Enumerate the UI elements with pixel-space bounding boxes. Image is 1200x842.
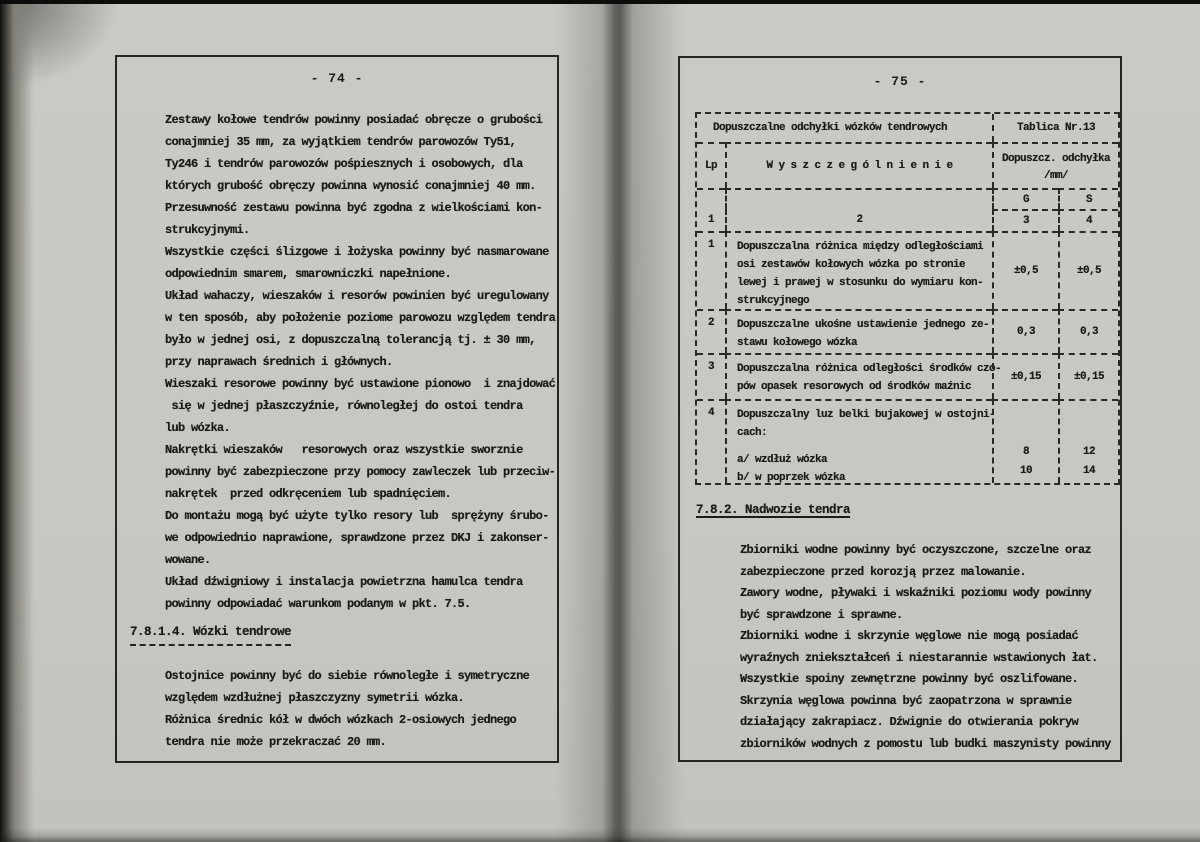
- book-gutter-shadow: [556, 0, 684, 842]
- row-value-g: [992, 399, 1058, 483]
- table-title: Dopuszczalne odchyłki wózków tendrowych: [713, 122, 948, 134]
- text-line: powinny być zabezpieczone przy pomocy zawleczek lub przeciw-: [165, 465, 556, 479]
- text-line: być sprawdzone i sprawne.: [740, 607, 903, 622]
- text-line: Zestawy kołowe tendrów powinny posiadać obręcze o grubości: [165, 113, 543, 127]
- text-line: Dopuszczalna różnica między odległościami: [737, 241, 984, 253]
- text-line: Ostojnice powinny być do siebie równoległe i symetryczne: [165, 669, 530, 683]
- scan-bottom-edge: [0, 828, 1200, 842]
- text-line: Wszystkie części ślizgowe i łożyska powinny być nasmarowane: [165, 245, 549, 259]
- text-line: wowane.: [165, 553, 211, 567]
- col-header-g: G: [992, 188, 1058, 209]
- subrow-value-g-b: 10: [1019, 465, 1032, 477]
- row-value-s: ±0,5: [1058, 231, 1118, 309]
- text-line: w ten sposób, aby położenie poziome parowozu względem tendra: [165, 311, 556, 325]
- text-line: Zbiorniki wodne powinny być oczyszczone, szczelne oraz: [740, 543, 1092, 557]
- text-line: zbiorników wodnych z pomostu lub budki maszynisty powinny: [740, 736, 1111, 751]
- subrow-label-a: a/ wzdłuż wózka: [737, 454, 828, 466]
- text-line: lewej i prawej w stosunku do wymiaru kon-: [737, 277, 984, 289]
- row-value-s: [1058, 399, 1118, 483]
- subrow-value-s-b: 14: [1082, 465, 1095, 477]
- text-line: Dopuszczalna różnica odległości środków czo-: [737, 363, 1002, 375]
- text-line: Zbiorniki wodne i skrzynie węglowe nie mogą posiadać: [740, 629, 1079, 643]
- page-number: - 74 -: [310, 71, 364, 86]
- text-line: stawu kołowego wózka: [737, 337, 858, 349]
- text-line: się w jednej płaszczyźnie, równoległej do ostoi tendra: [165, 399, 523, 413]
- text-line: pów opasek resorowych od środków maźnic: [737, 381, 972, 393]
- paragraph-wozki: [165, 665, 529, 753]
- text-line: osi zestawów kołowych wózka po stronie: [737, 259, 966, 271]
- page-75: [678, 56, 1122, 762]
- text-line: we odpowiednio naprawione, sprawdzone przez DKJ i zakonser-: [165, 531, 549, 545]
- section-heading-782: 7.8.2. Nadwozie tendra: [696, 503, 851, 517]
- index-col-2: 2: [725, 209, 992, 231]
- row-value-g: ±0,5: [992, 231, 1058, 309]
- text-line: zabezpieczone przed korozją przez malowanie.: [740, 564, 1027, 579]
- text-line: Dopuszczalny luz belki bujakowej w ostojni-: [737, 409, 996, 421]
- table-tablica-13: [695, 112, 1120, 485]
- cell-empty: [725, 188, 992, 209]
- text-line: względem wzdłużnej płaszczyzny symetrii wózka.: [165, 691, 465, 705]
- row-description: [725, 399, 996, 484]
- index-col-3: 3: [992, 209, 1058, 231]
- text-line: działający zakrapiacz. Dźwignie do otwierania pokryw: [740, 715, 1079, 729]
- col-header-deviation: [992, 142, 1118, 188]
- page-number: - 75 -: [873, 74, 927, 89]
- row-lp: 4: [697, 399, 725, 483]
- text-line: cach:: [737, 427, 768, 439]
- table-number: Tablica Nr.13: [992, 114, 1118, 142]
- text-line: Skrzynia węglowa powinna być zaopatrzona w sprawnie: [740, 693, 1072, 708]
- row-lp: 2: [697, 309, 725, 353]
- text-line: lub wózka.: [165, 421, 231, 435]
- col-header-deviation-line1: Dopuszcz. odchyłka: [1001, 153, 1111, 165]
- col-header-lp: Lp: [697, 142, 725, 188]
- text-line: tendra nie może przekraczać 20 mm.: [165, 735, 387, 749]
- text-line: Wieszaki resorowe powinny być ustawione pionowo i znajdować: [165, 377, 556, 391]
- row-description: [725, 353, 1002, 399]
- text-line: Układ dźwigniowy i instalacja powietrzna hamulca tendra: [165, 575, 523, 589]
- scan-top-bar: [0, 0, 1200, 4]
- subrow-value-s-a: 12: [1082, 446, 1095, 458]
- text-line: Dopuszczalne ukośne ustawienie jednego ze-: [737, 319, 990, 331]
- paragraph-nadwozie: [740, 540, 1111, 755]
- cell-empty: [697, 188, 725, 209]
- text-line: Nakrętki wieszaków resorowych oraz wszystkie sworznie: [165, 443, 523, 457]
- text-line: Układ wahaczy, wieszaków i resorów powinien być uregulowany: [165, 289, 549, 303]
- text-line: których grubość obręczy powinna wynosić conajmniej 40 mm.: [165, 179, 536, 193]
- text-line: conajmniej 35 mm, za wyjątkiem tendrów parowozów Ty51,: [165, 135, 517, 149]
- row-lp: 3: [697, 353, 725, 399]
- subrow-label-b: b/ w poprzek wózka: [737, 472, 846, 484]
- text-line: strukcyjnymi.: [165, 223, 250, 237]
- text-line: odpowiednim smarem, smarowniczki napełnione.: [165, 267, 452, 281]
- col-header-deviation-unit: /mm/: [1043, 170, 1068, 182]
- row-description: [725, 231, 992, 309]
- text-line: nakrętek przed odkręceniem lub spadnięciem.: [165, 487, 452, 501]
- text-line: powinny odpowiadać warunkom podanym w pkt. 7.5.: [165, 597, 471, 611]
- text-line: Ty246 i tendrów parowozów pośpiesznych i osobowych, dla: [165, 157, 523, 171]
- row-value-g: ±0,15: [992, 353, 1058, 399]
- text-line: Do montażu mogą być użyte tylko resory lub sprężyny śrubo-: [165, 509, 549, 523]
- page-74: [115, 55, 559, 763]
- text-line: Przesuwność zestawu powinna być zgodna z wielkościami kon-: [165, 201, 543, 215]
- text-line: wyraźnych zniekształceń i niestarannie wstawionych łat.: [740, 650, 1098, 665]
- index-col-4: 4: [1058, 209, 1118, 231]
- scan-left-edge: [0, 0, 34, 842]
- row-value-g: 0,3: [992, 309, 1058, 353]
- text-line: strukcyjnego: [737, 295, 810, 307]
- row-lp: 1: [697, 231, 725, 309]
- paragraph-main: [165, 109, 555, 615]
- row-description: [725, 309, 992, 353]
- col-header-s: S: [1058, 188, 1118, 209]
- text-line: Różnica średnic kół w dwóch wózkach 2-osiowych jednego: [165, 713, 517, 727]
- row-value-s: 0,3: [1058, 309, 1118, 353]
- text-line: było w jednej osi, z dopuszczalną tolerancją tj. ± 30 mm,: [165, 333, 536, 347]
- section-heading-7814: 7.8.1.4. Wózki tendrowe: [130, 625, 291, 646]
- subrow-value-g-a: 8: [1022, 446, 1029, 458]
- col-header-spec: W y s z c z e g ó l n i e n i e: [725, 142, 992, 188]
- text-line: Zawory wodne, pływaki i wskaźniki poziomu wody powinny: [740, 586, 1092, 600]
- row-value-s: ±0,15: [1058, 353, 1118, 399]
- index-col-1: 1: [707, 214, 714, 226]
- text-line: Wszystkie spoiny zewnętrzne powinny być oszlifowane.: [740, 672, 1079, 686]
- text-line: przy naprawach średnich i głównych.: [165, 355, 393, 369]
